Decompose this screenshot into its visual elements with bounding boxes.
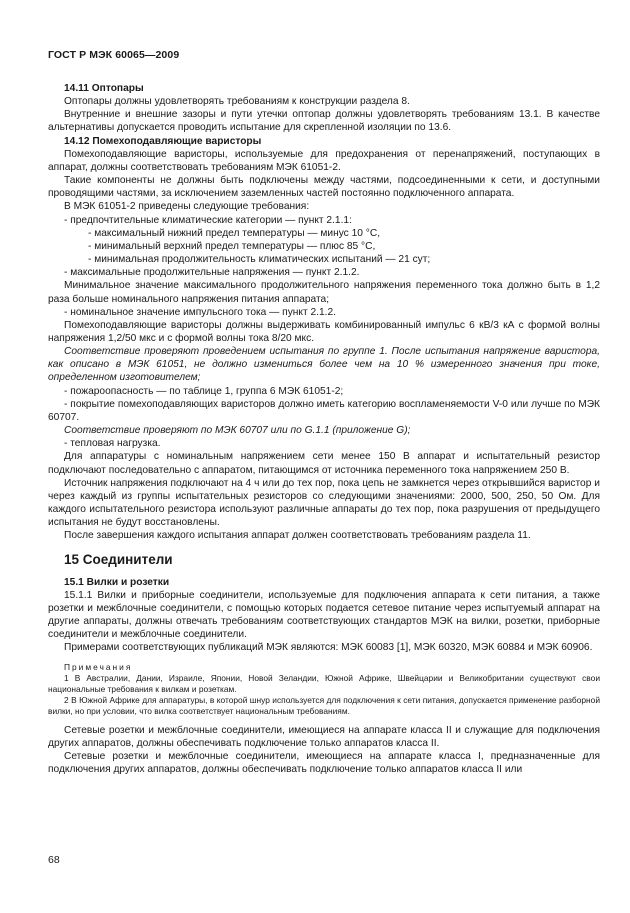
list-item: - покрытие помехоподавляющих варисторов должно иметь категорию воспламеняемости V-0 или лучше по МЭК 60707. — [48, 398, 600, 423]
paragraph: Оптопары должны удовлетворять требованиям к конструкции раздела 8. — [64, 96, 410, 108]
paragraph: Помехоподавляющие варисторы, используемые для предохранения от перенапряжений, поступающих в аппарат, должны соответствовать требованиям МЭК 61051-2. — [48, 148, 600, 173]
list-item: - предпочтительные климатические категории — пункт 2.1.1: — [64, 214, 352, 226]
section-heading-15: 15 Соединители — [64, 552, 173, 568]
notes-label: Примечания — [64, 661, 133, 672]
document-header: ГОСТ Р МЭК 60065—2009 — [48, 49, 180, 61]
paragraph: Сетевые розетки и межблочные соединители, имеющиеся на аппарате класса I, предназначенные для подключения других аппаратов, должны обеспечивать подключение только аппаратов класса II или — [48, 750, 600, 776]
note-item: 1 В Австралии, Дании, Израиле, Японии, Новой Зеландии, Южной Африке, Швейцарии и Великобритании существуют свои национальные требования к вилкам и розеткам. — [48, 672, 600, 694]
paragraph: Минимальное значение максимального продолжительного напряжения переменного тока должно быть в 1,2 раза больше номинального напряжения питания аппарата; — [48, 280, 600, 305]
section-heading-15-1: 15.1 Вилки и розетки — [64, 576, 170, 588]
list-item: - максимальный нижний предел температуры — минус 10 °С, — [88, 227, 381, 239]
paragraph: Источник напряжения подключают на 4 ч или до тех пор, пока цепь не замкнется через открывшийся варистор и через каждый из группы испытательных резисторов со следующими значениями: 2000, 500, 250, 50 Ом. Для каждого испытательного резистора используют различные аппараты до тех пор, пока разрушения от предыдущего испытания не будут восстановлены. — [48, 477, 600, 529]
compliance-paragraph: Соответствие проверяют по МЭК 60707 или по G.1.1 (приложение G); — [64, 425, 411, 437]
compliance-paragraph: Соответствие проверяют проведением испытания по группе 1. После испытания напряжение варистора, как описано в МЭК 61051, не должно измениться более чем на 10 % измеренного значения при токе, определенном изготовителем; — [48, 346, 600, 384]
paragraph: В МЭК 61051-2 приведены следующие требования: — [64, 201, 310, 213]
paragraph: Сетевые розетки и межблочные соединители, имеющиеся на аппарате класса II и служащие для подключения других аппаратов, должны обеспечивать подключение только аппаратов класса II. — [48, 724, 600, 749]
paragraph: Такие компоненты не должны быть подключены между частями, подсоединенными к сети, и доступными проводящими частями, за исключением заземленных частей постоянно подключенного аппарата. — [48, 175, 600, 200]
list-item: - минимальный верхний предел температуры — плюс 85 °С, — [88, 240, 376, 252]
paragraph: 15.1.1 Вилки и приборные соединители, используемые для подключения аппарата к сети питания, а также розетки и межблочные соединители, с помощью которых подается сетевое питание через испытуемый аппарат на другие аппараты, должны отвечать требованиям соответствующих стандартов МЭК на вилки, розетки, приборные соединители и межблочные соединители. — [48, 589, 600, 641]
note-item: 2 В Южной Африке для аппаратуры, в которой шнур используется для подключения к сети питания, допускается применение разборной вилки, но при условии, что вилка соответствует национальным требованиям. — [48, 695, 600, 717]
list-item: - тепловая нагрузка. — [64, 438, 161, 450]
list-item: - максимальные продолжительные напряжения — пункт 2.1.2. — [64, 267, 360, 279]
page-number: 68 — [48, 854, 60, 866]
section-heading-14-12: 14.12 Помехоподавляющие варисторы — [64, 135, 262, 147]
paragraph: Внутренние и внешние зазоры и пути утечки оптопар должны удовлетворять требованиям 13.1. В качестве альтернативы допускается проводить испытание для скрепленной изоляции по 13.6. — [48, 109, 600, 134]
list-item: - пожароопасность — по таблице 1, группа 6 МЭК 61051-2; — [64, 385, 344, 397]
page-content — [48, 82, 600, 776]
paragraph: Примерами соответствующих публикаций МЭК являются: МЭК 60083 [1], МЭК 60320, МЭК 60884 и МЭК 60906. — [64, 642, 593, 654]
paragraph: После завершения каждого испытания аппарат должен соответствовать требованиям раздела 11. — [64, 530, 531, 542]
list-item: - номинальное значение импульсного тока — пункт 2.1.2. — [64, 306, 336, 318]
notes-block — [48, 662, 600, 718]
paragraph: Для аппаратуры с номинальным напряжением сети менее 150 В аппарат и испытательный резистор подключают последовательно с аппаратом, питающимся от источника переменного тока напряжением 250 В. — [48, 451, 600, 476]
list-item: - минимальная продолжительность климатических испытаний — 21 сут; — [88, 254, 431, 266]
paragraph: Помехоподавляющие варисторы должны выдерживать комбинированный импульс 6 кВ/3 кА с формой волны напряжения 1,2/50 мкс и с формой волны тока 8/20 мкс. — [48, 319, 600, 344]
section-heading-14-11: 14.11 Оптопары — [64, 83, 144, 94]
